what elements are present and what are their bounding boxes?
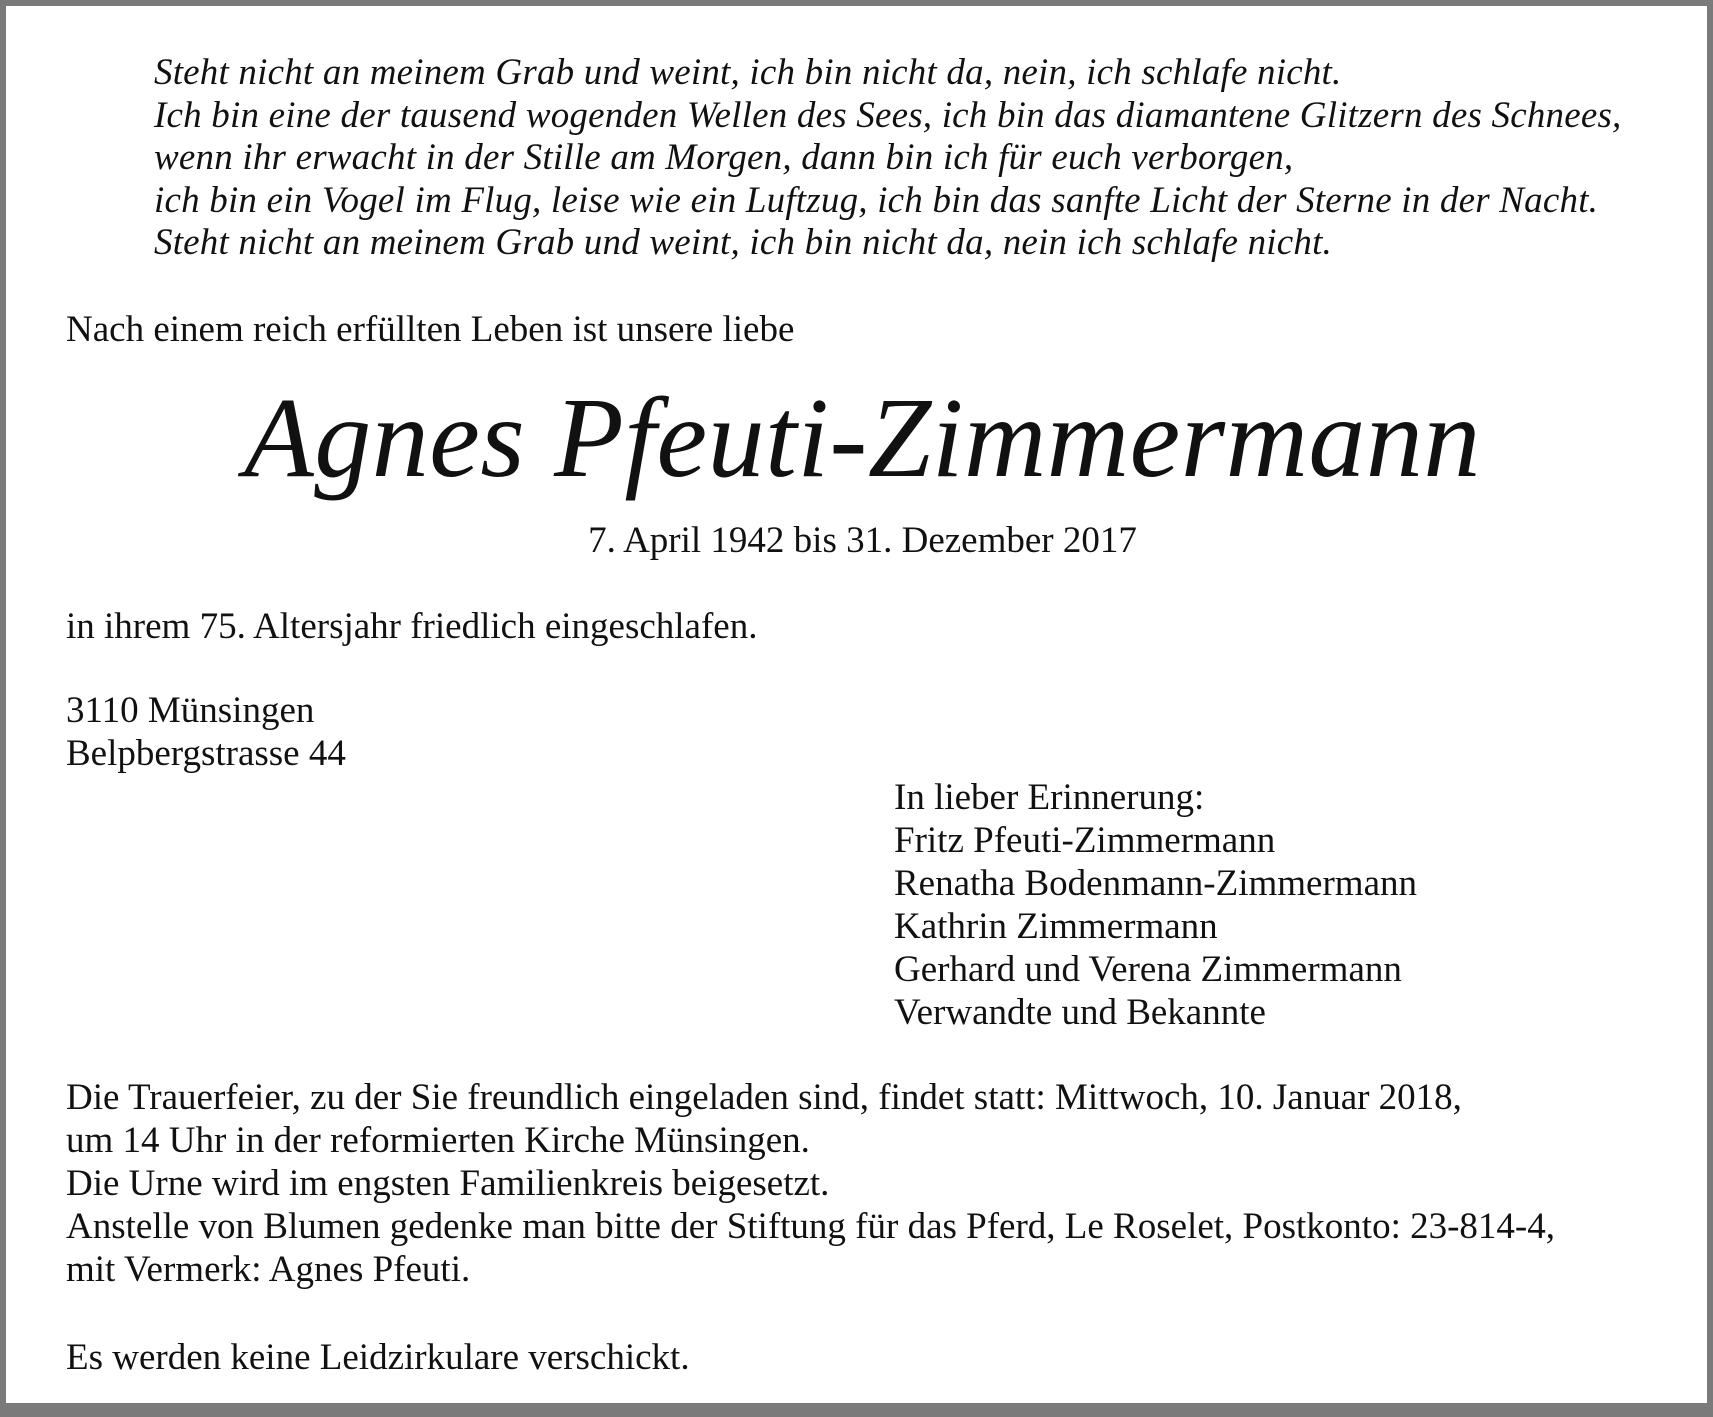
circulars-note: Es werden keine Leidzirkulare verschickt. <box>66 1337 690 1378</box>
ceremony-line: um 14 Uhr in der reformierten Kirche Münsingen. <box>66 1120 810 1161</box>
poem-line: ich bin ein Vogel im Flug, leise wie ein Luftzug, ich bin das sanfte Licht der Sterne in der Nacht. <box>154 179 1599 221</box>
mourners-heading: In lieber Erinnerung: <box>894 777 1205 818</box>
poem-line: Steht nicht an meinem Grab und weint, ich bin nicht da, nein, ich schlafe nicht. <box>154 52 1342 93</box>
ceremony-line: Anstelle von Blumen gedenke man bitte der Stiftung für das Pferd, Le Roselet, Postkonto: 23-814-4, <box>66 1206 1555 1247</box>
address-block <box>66 689 346 775</box>
mourner-name: Fritz Pfeuti-Zimmermann <box>894 820 1276 861</box>
mourner-name: Gerhard und Verena Zimmermann <box>894 949 1402 990</box>
mourner-name: Renatha Bodenmann-Zimmermann <box>894 863 1417 904</box>
address-line-city: 3110 Münsingen <box>66 690 315 731</box>
deceased-name: Agnes Pfeuti-Zimmermann <box>244 374 1481 501</box>
ceremony-line: Die Trauerfeier, zu der Sie freundlich eingeladen sind, findet statt: Mittwoch, 10. Januar 2018, <box>66 1077 1462 1118</box>
poem-line: wenn ihr erwacht in der Stille am Morgen, dann bin ich für euch verborgen, <box>154 137 1294 178</box>
address-line-street: Belpbergstrasse 44 <box>66 733 346 774</box>
ceremony-line: mit Vermerk: Agnes Pfeuti. <box>66 1249 471 1290</box>
mourners-block <box>894 776 1417 1034</box>
poem <box>154 52 1622 265</box>
age-line: in ihrem 75. Altersjahr friedlich eingeschlafen. <box>66 606 758 647</box>
mourner-name: Kathrin Zimmermann <box>894 906 1218 947</box>
mourner-name: Verwandte und Bekannte <box>894 992 1266 1033</box>
poem-line: Ich bin eine der tausend wogenden Wellen des Sees, ich bin das diamantene Glitzern des Schnees, <box>154 94 1622 136</box>
intro-text: Nach einem reich erfüllten Leben ist unsere liebe <box>66 309 795 350</box>
ceremony-line: Die Urne wird im engsten Familienkreis beigesetzt. <box>66 1163 830 1204</box>
ceremony-info <box>66 1076 1555 1291</box>
poem-line: Steht nicht an meinem Grab und weint, ich bin nicht da, nein ich schlafe nicht. <box>154 222 1333 263</box>
life-dates: 7. April 1942 bis 31. Dezember 2017 <box>588 520 1137 561</box>
